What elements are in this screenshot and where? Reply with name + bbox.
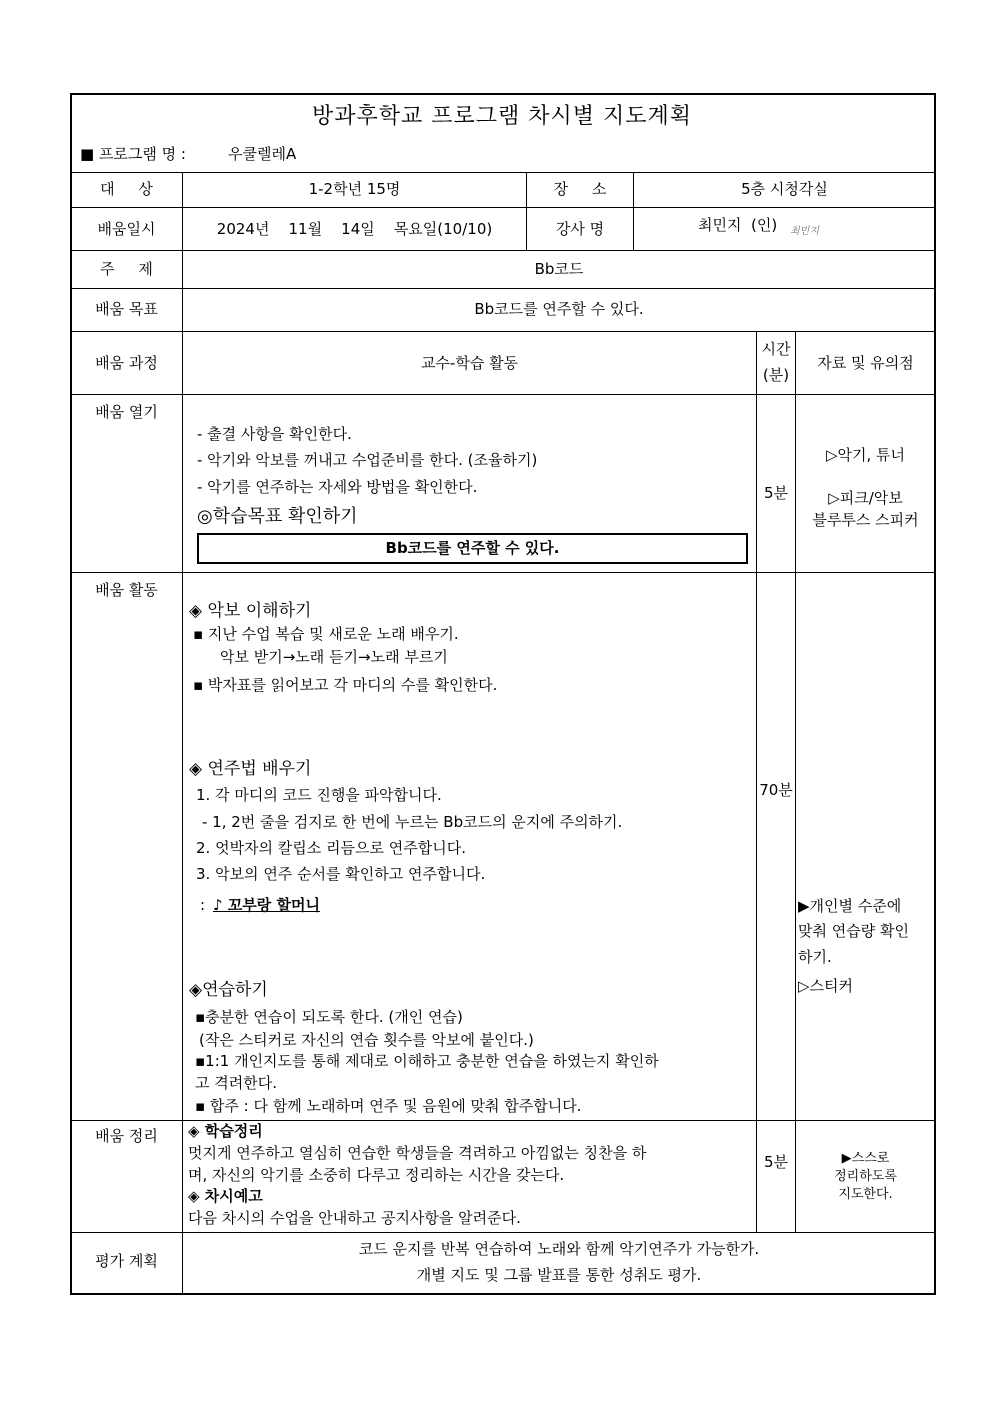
row-divider xyxy=(71,1120,935,1121)
learning-goal-box: Bb코드를 연주할 수 있다. xyxy=(197,533,748,564)
section-title: ◈ 악보 이해하기 xyxy=(189,601,312,621)
col-divider xyxy=(795,331,796,1232)
activity-material: 맞춰 연습량 확인 xyxy=(798,922,909,940)
activity-label: 배움 활동 xyxy=(95,581,158,599)
activity-material: ▶개인별 수준에 xyxy=(798,897,902,915)
activity-time: 70분 xyxy=(759,781,793,799)
closing-time: 5분 xyxy=(763,1153,789,1171)
instructor-value: 최민지 (인) xyxy=(698,216,778,234)
closing-line: 멋지게 연주하고 열심히 연습한 학생들을 격려하고 아낌없는 칭찬을 하 xyxy=(188,1144,647,1162)
header-materials: 자료 및 유의점 xyxy=(817,354,914,372)
row-divider xyxy=(71,1232,935,1233)
goal-value: Bb코드를 연주할 수 있다. xyxy=(474,300,644,318)
page-title: 방과후학교 프로그램 차시별 지도계획 xyxy=(311,104,692,129)
closing-line: 며, 자신의 악기를 소중히 다루고 정리하는 시간을 갖는다. xyxy=(188,1166,565,1184)
closing-title: ◈ 차시예고 xyxy=(188,1187,263,1205)
opening-line: - 악기를 연주하는 자세와 방법을 확인한다. xyxy=(197,478,478,496)
activity-line: ▪1:1 개인지도를 통해 제대로 이해하고 충분한 연습을 하였는지 확인하 xyxy=(195,1052,659,1070)
program-label: ■ 프로그램 명 : xyxy=(80,145,186,163)
target-value: 1-2학년 15명 xyxy=(308,180,401,198)
header-process: 배움 과정 xyxy=(95,354,158,372)
date-label: 배움일시 xyxy=(97,220,156,238)
activity-line: 고 격려한다. xyxy=(195,1074,277,1092)
evaluation-line: 개별 지도 및 그룹 발표를 통한 성취도 평가. xyxy=(416,1266,702,1284)
opening-material: ▷피크/악보 xyxy=(828,489,903,507)
opening-material: ▷악기, 튜너 xyxy=(825,446,906,464)
activity-line: 악보 받기→노래 듣기→노래 부르기 xyxy=(220,648,448,666)
opening-time: 5분 xyxy=(763,484,789,502)
closing-material: 지도한다. xyxy=(838,1187,893,1202)
place-value: 5층 시청각실 xyxy=(741,180,828,198)
closing-label: 배움 정리 xyxy=(95,1127,158,1145)
program-name: 우쿨렐레A xyxy=(228,145,297,163)
row-divider xyxy=(71,288,935,289)
row-divider xyxy=(71,207,935,208)
instructor-label: 강사 명 xyxy=(555,220,605,238)
header-time-1: 시간 xyxy=(761,340,791,358)
evaluation-line: 코드 운지를 반복 연습하여 노래와 함께 악기연주가 가능한가. xyxy=(358,1240,760,1258)
activity-line: 1. 각 마디의 코드 진행을 파악합니다. xyxy=(196,786,442,804)
row-divider xyxy=(71,572,935,573)
row-divider xyxy=(71,250,935,251)
topic-value: Bb코드 xyxy=(534,260,584,278)
date-value: 2024년 11월 14일 목요일(10/10) xyxy=(216,220,493,238)
opening-label: 배움 열기 xyxy=(95,403,158,421)
opening-material: 블루투스 스피커 xyxy=(812,511,919,529)
closing-material: 정리하도록 xyxy=(834,1169,897,1184)
learning-goal-heading: ◎학습목표 확인하기 xyxy=(197,506,358,527)
evaluation-label: 평가 계획 xyxy=(95,1252,158,1270)
section-title: ◈ 연주법 배우기 xyxy=(189,759,312,779)
goal-label: 배움 목표 xyxy=(95,300,158,318)
activity-line: ▪ 박자표를 읽어보고 각 마디의 수를 확인한다. xyxy=(193,676,498,694)
song-title: ♪ 꼬부랑 할머니 xyxy=(213,896,320,914)
header-activity: 교수-학습 활동 xyxy=(420,354,519,372)
topic-label: 주 제 xyxy=(100,260,153,278)
song-prefix: : xyxy=(200,896,206,914)
activity-line: 2. 엇박자의 칼립소 리듬으로 연주합니다. xyxy=(196,839,466,857)
opening-line: - 악기와 악보를 꺼내고 수업준비를 한다. (조율하기) xyxy=(197,451,538,469)
signature: 최민지 xyxy=(790,226,819,237)
header-time-2: (분) xyxy=(762,366,790,384)
closing-material: ▶스스로 xyxy=(841,1151,890,1166)
place-label: 장 소 xyxy=(553,180,607,198)
closing-line: 다음 차시의 수업을 안내하고 공지사항을 알려준다. xyxy=(188,1209,521,1227)
row-divider xyxy=(71,394,935,395)
col-divider xyxy=(182,172,183,1294)
section-title: ◈연습하기 xyxy=(189,980,268,1000)
activity-line: (작은 스티커로 자신의 연습 횟수를 악보에 붙인다.) xyxy=(199,1031,534,1049)
row-divider xyxy=(71,331,935,332)
activity-material: 하기. xyxy=(798,948,832,966)
activity-material: ▷스티커 xyxy=(798,977,854,995)
target-label: 대 상 xyxy=(100,180,153,198)
activity-line: 3. 악보의 연주 순서를 확인하고 연주합니다. xyxy=(196,865,486,883)
opening-line: - 출결 사항을 확인한다. xyxy=(197,425,352,443)
activity-line: - 1, 2번 줄을 검지로 한 번에 누르는 Bb코드의 운지에 주의하기. xyxy=(202,813,623,831)
activity-line: ▪ 지난 수업 복습 및 새로운 노래 배우기. xyxy=(193,625,459,643)
closing-title: ◈ 학습정리 xyxy=(188,1122,263,1140)
activity-line: ▪충분한 연습이 되도록 한다. (개인 연습) xyxy=(195,1008,463,1026)
activity-line: ▪ 합주 : 다 함께 노래하며 연주 및 음원에 맞춰 합주합니다. xyxy=(195,1097,582,1115)
row-divider xyxy=(71,172,935,173)
